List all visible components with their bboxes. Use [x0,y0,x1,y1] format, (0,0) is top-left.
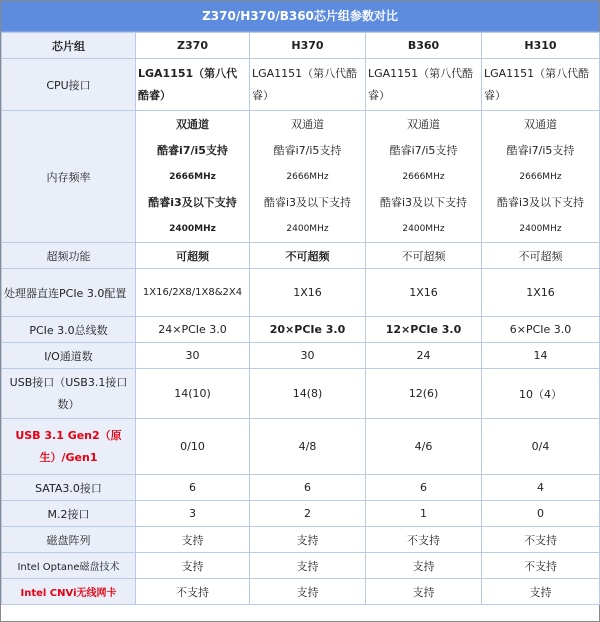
table-cell: 可超频 [136,243,250,269]
mem-line: 酷睿i3及以下支持 [148,195,237,209]
mem-line: 酷睿i3及以下支持 [379,195,468,209]
table-cell: 14(10) [136,369,250,419]
header-col: B360 [366,33,482,59]
table-row [2,111,600,243]
table-cell: 4/6 [366,419,482,475]
mem-line: 2400MHz [286,223,329,234]
row-label: I/O通道数 [2,343,136,369]
table-row [2,33,600,59]
table-cell: 支持 [366,579,482,605]
spec-table [1,32,600,605]
table-cell: 6 [366,475,482,501]
table-cell: 4 [482,475,600,501]
table-row [2,369,600,419]
table-cell: 1X16 [250,269,366,317]
table-cell: 不支持 [482,527,600,553]
table-cell: 1X16/2X8/1X8&2X4 [136,269,250,317]
mem-line: 2666MHz [286,171,329,182]
row-label: CPU接口 [2,59,136,111]
row-label: M.2接口 [2,501,136,527]
row-label: 磁盘阵列 [2,527,136,553]
mem-line: 酷睿i7/i5支持 [157,143,228,157]
table-cell: 6 [136,475,250,501]
table-cell: 30 [136,343,250,369]
mem-line: 2666MHz [169,171,216,182]
mem-line: 2666MHz [519,171,562,182]
table-cell [366,111,482,243]
table-row [2,475,600,501]
table-cell: 支持 [136,527,250,553]
table-cell: 0/4 [482,419,600,475]
table-cell: 支持 [250,579,366,605]
mem-line: 酷睿i3及以下支持 [496,195,585,209]
header-col: H370 [250,33,366,59]
table-cell [250,111,366,243]
table-cell: 1X16 [482,269,600,317]
table-cell: 12(6) [366,369,482,419]
table-cell: LGA1151（第八代酷睿） [136,59,250,111]
header-label: 芯片组 [2,33,136,59]
table-row [2,527,600,553]
table-title: Z370/H370/B360芯片组参数对比 [1,1,599,32]
row-label: PCIe 3.0总线数 [2,317,136,343]
header-col: Z370 [136,33,250,59]
table-cell: LGA1151（第八代酷睿） [366,59,482,111]
table-cell: 2 [250,501,366,527]
table-cell: 4/8 [250,419,366,475]
mem-line: 酷睿i7/i5支持 [273,143,342,157]
mem-line: 双通道 [291,117,324,131]
row-label: 处理器直连PCIe 3.0配置 [2,269,136,317]
table-cell: 3 [136,501,250,527]
mem-line: 双通道 [176,117,209,131]
table-cell: 10（4） [482,369,600,419]
mem-line: 2400MHz [402,223,445,234]
header-col: H310 [482,33,600,59]
table-cell: 24×PCIe 3.0 [136,317,250,343]
table-cell: 支持 [136,553,250,579]
table-row [2,343,600,369]
table-cell: 12×PCIe 3.0 [366,317,482,343]
table-row [2,243,600,269]
table-row [2,59,600,111]
table-cell: 24 [366,343,482,369]
row-label: 超频功能 [2,243,136,269]
table-cell: LGA1151（第八代酷睿） [250,59,366,111]
table-cell: 不可超频 [482,243,600,269]
table-cell: 支持 [366,553,482,579]
table-row [2,501,600,527]
table-cell: 14(8) [250,369,366,419]
table-cell: 6 [250,475,366,501]
row-label: Intel Optane磁盘技术 [2,553,136,579]
mem-line: 2400MHz [519,223,562,234]
table-cell: 不支持 [136,579,250,605]
mem-line: 酷睿i7/i5支持 [389,143,458,157]
table-cell: 14 [482,343,600,369]
table-cell [482,111,600,243]
row-label: 内存频率 [2,111,136,243]
mem-line: 酷睿i3及以下支持 [263,195,352,209]
mem-line: 双通道 [524,117,557,131]
table-cell: 20×PCIe 3.0 [250,317,366,343]
table-row [2,553,600,579]
table-row [2,419,600,475]
table-cell: 支持 [250,527,366,553]
mem-line: 双通道 [407,117,440,131]
table-row [2,317,600,343]
table-row [2,269,600,317]
table-cell: 不支持 [482,553,600,579]
table-cell: 不可超频 [250,243,366,269]
mem-line: 2400MHz [169,223,216,234]
mem-line: 酷睿i7/i5支持 [506,143,575,157]
row-label: Intel CNVi无线网卡 [2,579,136,605]
table-cell: 支持 [250,553,366,579]
row-label: USB接口（USB3.1接口数） [2,369,136,419]
table-cell: 不支持 [366,527,482,553]
row-label: USB 3.1 Gen2（原生）/Gen1 [2,419,136,475]
table-cell: 0/10 [136,419,250,475]
table-cell [136,111,250,243]
table-cell: 1X16 [366,269,482,317]
mem-line: 2666MHz [402,171,445,182]
table-cell: 0 [482,501,600,527]
table-cell: LGA1151（第八代酷睿） [482,59,600,111]
table-cell: 30 [250,343,366,369]
table-cell: 6×PCIe 3.0 [482,317,600,343]
table-cell: 支持 [482,579,600,605]
row-label: SATA3.0接口 [2,475,136,501]
table-cell: 不可超频 [366,243,482,269]
table-cell: 1 [366,501,482,527]
table-row [2,579,600,605]
